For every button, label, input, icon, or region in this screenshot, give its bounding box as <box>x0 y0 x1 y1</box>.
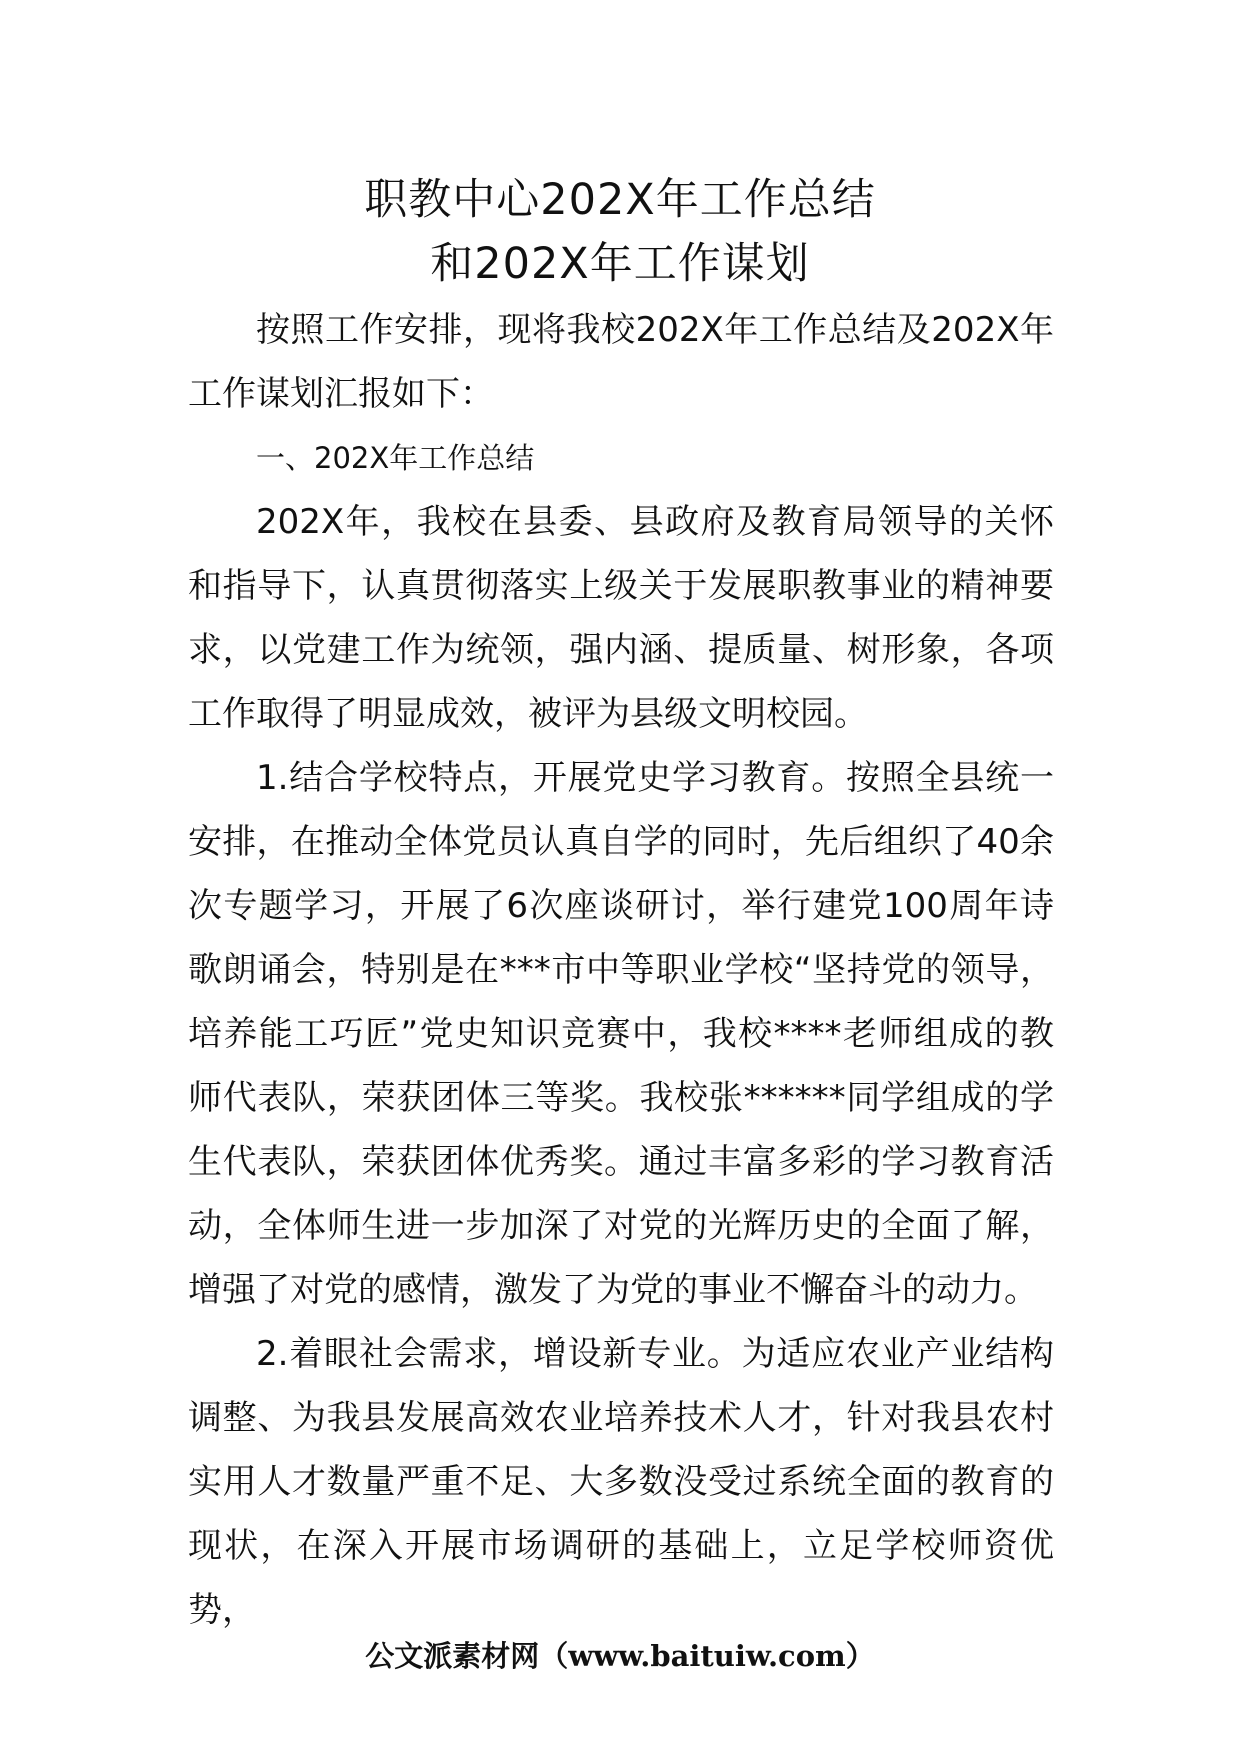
title-line-1: 职教中心202X年工作总结 <box>364 175 876 225</box>
summary-paragraph: 202X年，我校在县委、县政府及教育局领导的关怀和指导下，认真贯彻落实上级关于发展职教事业的精神要求，以党建工作为统领，强内涵、提质量、树形象，各项工作取得了明显成效，被评为县级文明校园。 <box>188 502 1054 734</box>
section-heading: 一、202X年工作总结 <box>256 441 535 475</box>
title-line-2: 和202X年工作谋划 <box>430 239 810 289</box>
item-1-paragraph: 1.结合学校特点，开展党史学习教育。按照全县统一安排，在推动全体党员认真自学的同时，先后组织了40余次专题学习，开展了6次座谈研讨，举行建党100周年诗歌朗诵会，特别是在***市中等职业学校“坚持党的领导，培养能工巧匠”党史知识竞赛中，我校****老师组成的教师代表队，荣获团体三等奖。我校张******同学组成的学生代表队，荣获团体优秀奖。通过丰富多彩的学习教育活动，全体师生进一步加深了对党的光辉历史的全面了解，增强了对党的感情，激发了为党的事业不懈奋斗的动力。 <box>188 758 1054 1310</box>
item-2-paragraph: 2.着眼社会需求，增设新专业。为适应农业产业结构调整、为我县发展高效农业培养技术人才，针对我县农村实用人才数量严重不足、大多数没受过系统全面的教育的现状，在深入开展市场调研的基础上，立足学校师资优势， <box>188 1334 1054 1630</box>
document-title <box>0 168 1240 296</box>
footer-watermark: 公文派素材网（www.baituiw.com） <box>365 1639 875 1673</box>
document-body <box>188 298 1054 1642</box>
intro-paragraph: 按照工作安排，现将我校202X年工作总结及202X年工作谋划汇报如下： <box>188 310 1054 414</box>
